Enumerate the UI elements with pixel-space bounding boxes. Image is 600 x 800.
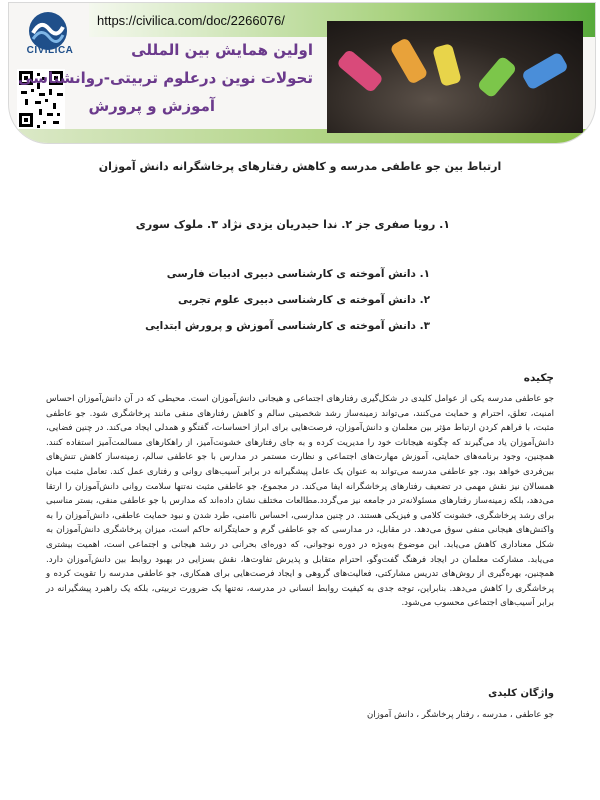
chalk-yellow (432, 43, 462, 87)
keywords-heading: واژگان کلیدی (488, 688, 554, 699)
affiliation-1: ۱. دانش آموخته ی کارشناسی دبیری ادبیات فارسی (166, 268, 430, 280)
affiliation-3: ۳. دانش آموخته ی کارشناسی آموزش و پرورش ابتدایی (145, 320, 430, 332)
chalk-photo (327, 21, 583, 133)
chalk-orange (389, 37, 428, 85)
conference-title-line-3: آموزش و پرورش (88, 97, 215, 115)
conference-title-line-1: اولین همایش بین المللی (131, 41, 313, 59)
paper-authors: ۱. رویا صفری جز ۲. ندا حیدریان یزدی نژاد ۳. ملوک سوری (135, 218, 450, 231)
chalk-pink (336, 49, 384, 94)
conference-title-line-2: تحولات نوین درعلوم تربیتی-روانشناسی (18, 69, 313, 87)
abstract-heading: چکیده (523, 372, 554, 384)
affiliation-2: ۲. دانش آموخته ی کارشناسی دبیری علوم تجربی (177, 294, 430, 306)
conference-banner (8, 2, 596, 144)
paper-title: ارتباط بین جو عاطفی مدرسه و کاهش رفتارهای پرخاشگرانه دانش آموزان (98, 160, 502, 173)
logo-wordmark: CIVILICA (26, 45, 74, 56)
chalk-green (476, 55, 517, 98)
keywords-list: جو عاطفی ، مدرسه ، رفتار پرخاشگر ، دانش آموزان (366, 710, 554, 720)
document-url[interactable]: https://civilica.com/doc/2266076/ (97, 13, 285, 28)
civilica-logo-icon (19, 9, 77, 67)
chalk-blue (521, 51, 569, 90)
abstract-body: جو عاطفی مدرسه یکی از عوامل کلیدی در شکل‌گیری رفتارهای اجتماعی و هیجانی دانش‌آموزان است. محیطی که در آن دانش‌آموزان احساس امنیت، تعلق، احترام و حمایت می‌کنند، می‌تواند زمینه‌ساز رشد شخصیتی سالم و کاهش رفتارهای منفی مانند پرخاشگری شود. جو عاطفی مثبت، با فراهم کردن ارتباط مؤثر بین معلمان و دانش‌آموزان، فرصت‌هایی برای ابراز احساسات، گفتگو و همدلی ایجاد می‌کند. در چنین فضایی، دانش‌آموزان یاد می‌گیرند که چگونه هیجانات خود را مدیریت کرده و به جای رفتارهای خشونت‌آمیز، از راهکارهای مسالمت‌آمیز استفاده کنند. همچنین، وجود برنامه‌های حمایتی، آموزش مهارت‌های اجتماعی و نظارت مستمر در مدارس با جو عاطفی سالم، زمینه‌ساز کاهش تنش‌های بین‌فردی خواهد بود. جو عاطفی مدرسه می‌تواند به عنوان یک عامل پیشگیرانه در برابر آسیب‌های روانی و رفتاری عمل کند. تعامل مثبت میان همسالان نیز نقش مهمی در تضعیف رفتارهای پرخاشگرانه ایفا می‌کند. در مجموع، جو عاطفی مثبت نه‌تنها سلامت روانی دانش‌آموزان را ارتقا می‌دهد، بلکه زمینه‌ساز رفتارهای مسئولانه‌تر در جامعه نیز می‌گردد.مطالعات مختلف نشان داده‌اند که مدارس با جو عاطفی منفی، بستر مناسبی برای رشد پرخاشگری، خشونت کلامی و فیزیکی هستند. در چنین مدارسی، احساس ناامنی، طرد شدن و نبود حمایت عاطفی، دانش‌آموزان را به واکنش‌های هیجانی منفی سوق می‌دهد. در مقابل، در مدارسی که جو عاطفی گرم و حمایتگرانه حاکم است، میزان پرخاشگری دانش‌آموزان به شکل معناداری کاهش می‌یابد. این موضوع به‌ویژه در دوره نوجوانی، که دوره‌ای بحرانی در رشد هیجانی و اجتماعی است، اهمیت بیشتری می‌یابد. مشارکت معلمان در ایجاد فرهنگ گفت‌وگو، احترام متقابل و پذیرش تفاوت‌ها، نقش بسزایی در بهبود روابط بین دانش‌آموزان دارد. همچنین، بهره‌گیری از روش‌های تدریس مشارکتی، فعالیت‌های گروهی و ایجاد فرصت‌هایی برای همکاری، جو عاطفی مدرسه را تقویت کرده و پرخاشگری را کاهش می‌دهد. بنابراین، توجه جدی به کیفیت روابط انسانی در مدرسه، نه‌تنها یک ضرورت تربیتی، بلکه یک راهبرد پیشگیرانه در برابر آسیب‌های اجتماعی محسوب می‌شود. (46, 394, 554, 609)
